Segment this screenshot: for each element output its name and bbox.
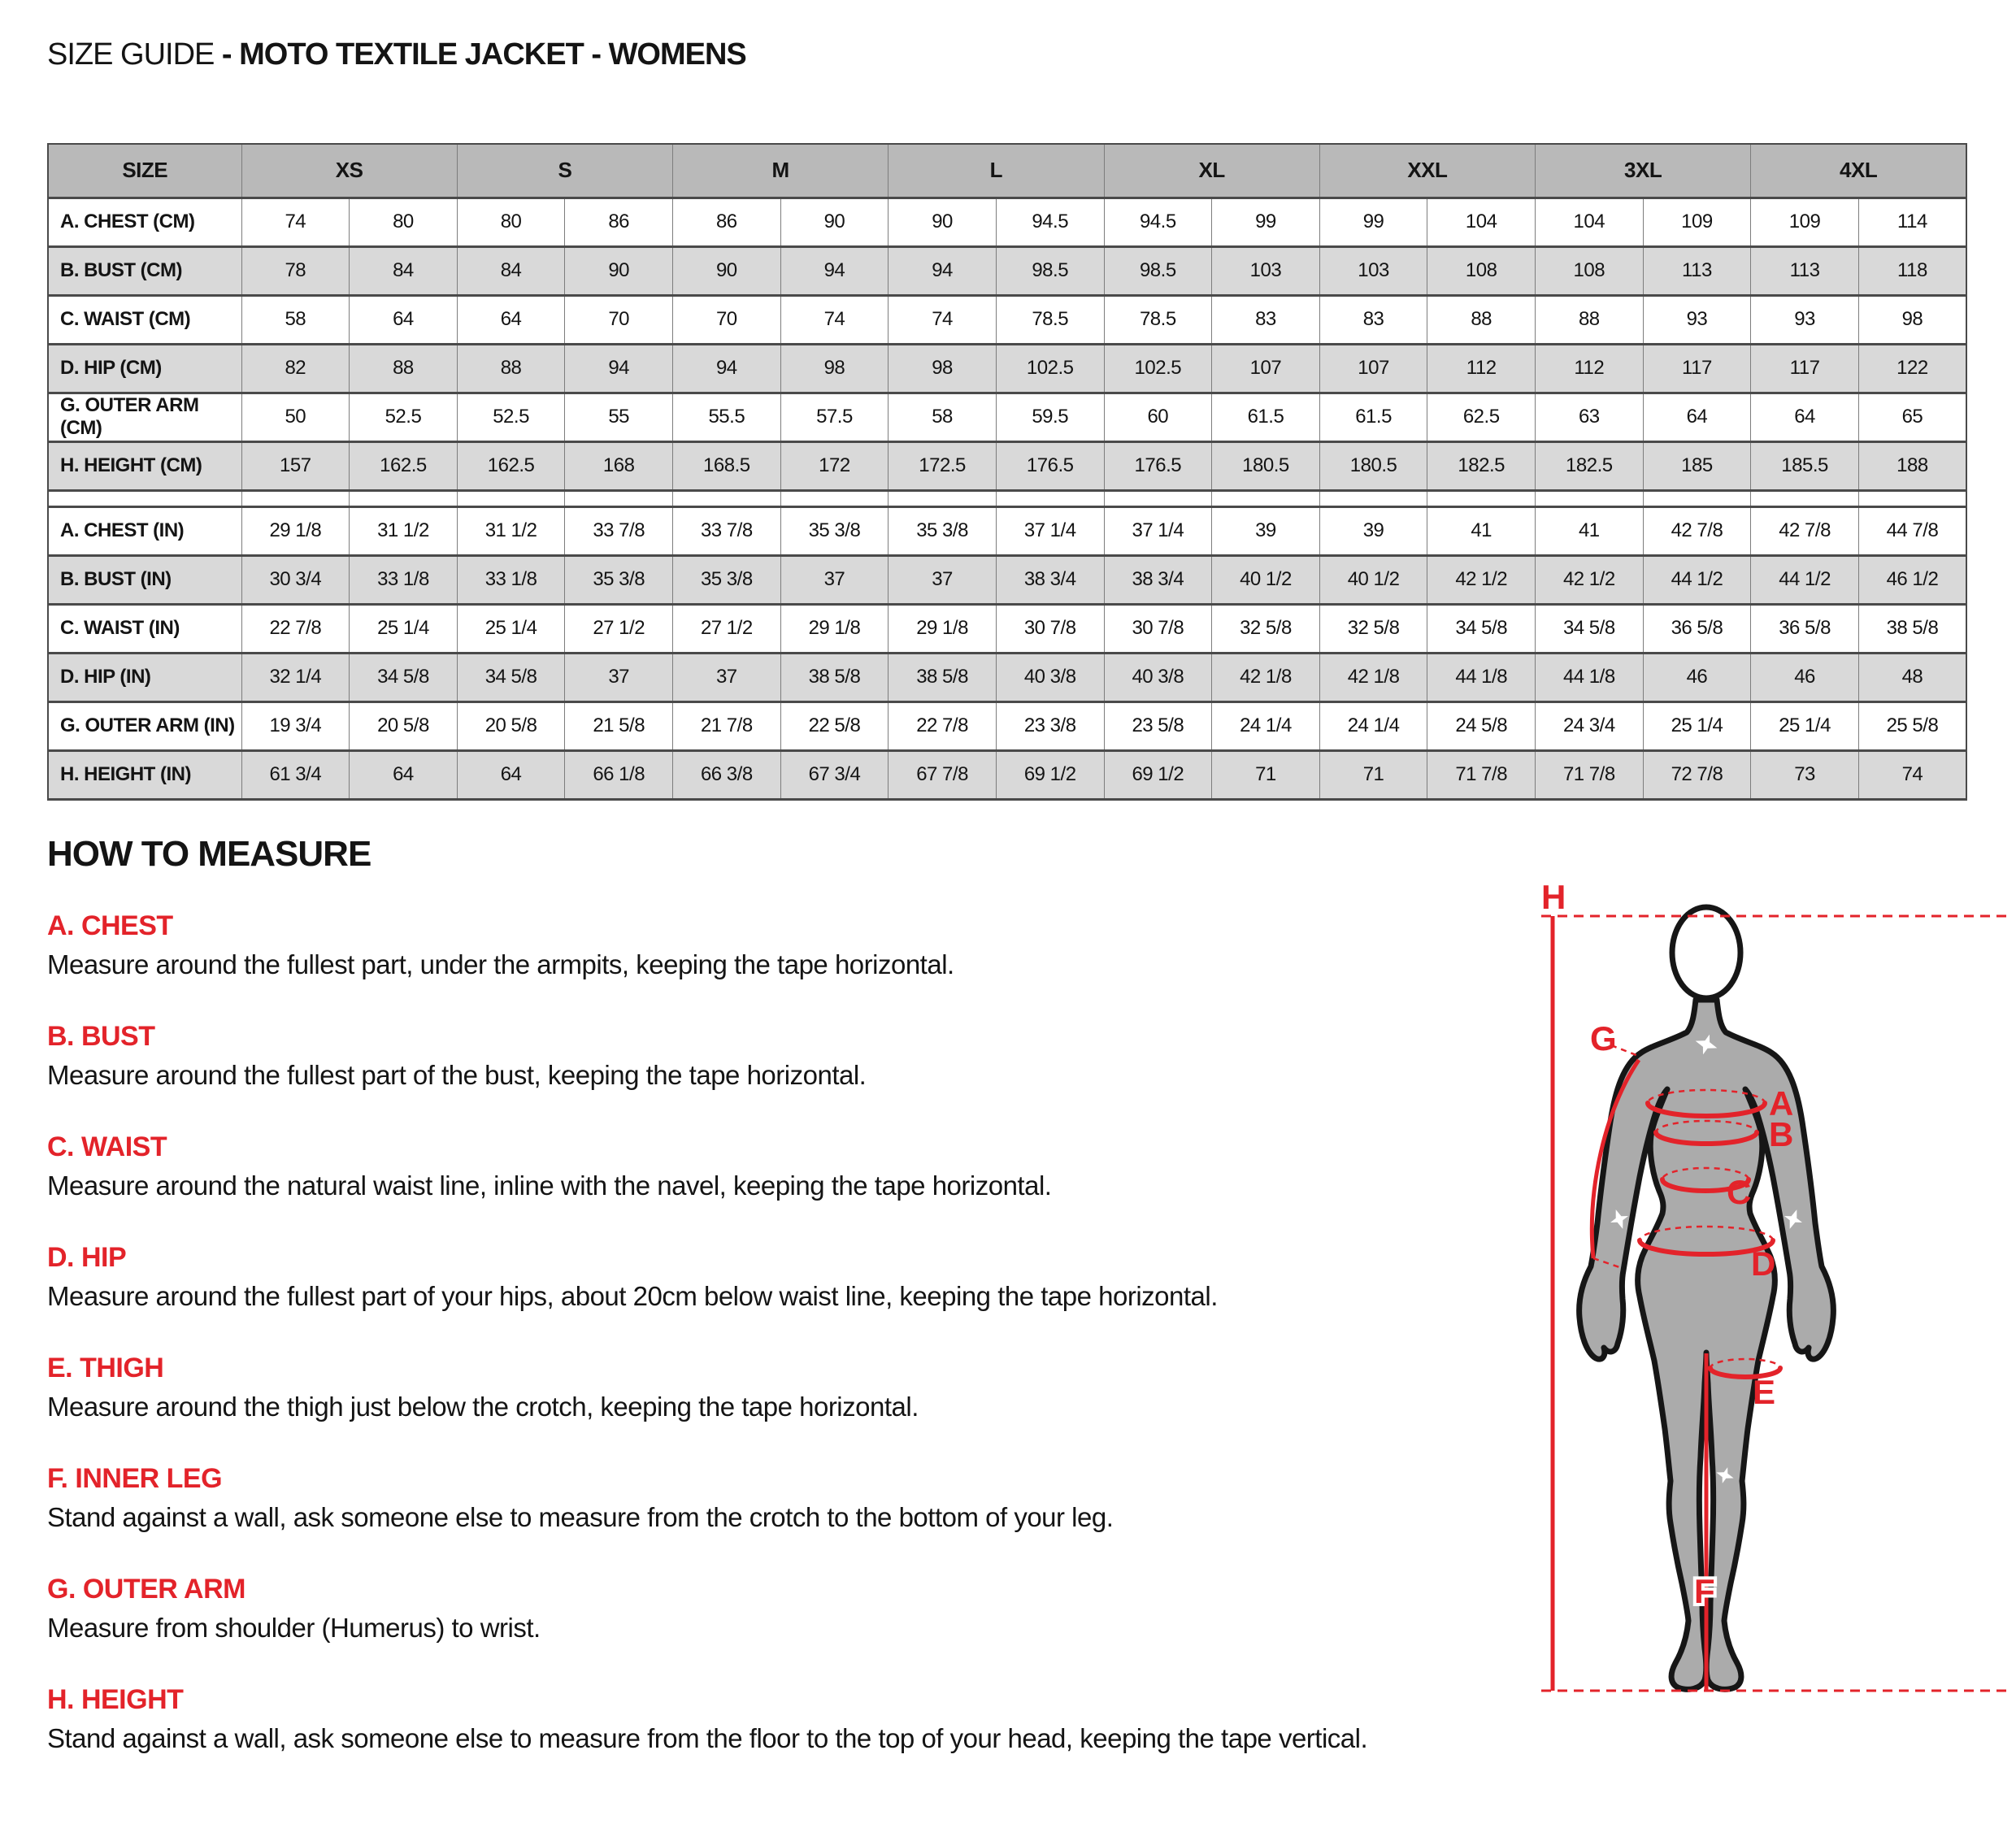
separator-cell — [565, 490, 673, 506]
size-value-cell: 112 — [1536, 344, 1644, 393]
size-value-cell: 23 3/8 — [996, 701, 1104, 750]
size-value-cell: 48 — [1858, 653, 1966, 701]
size-value-cell: 70 — [673, 295, 781, 344]
size-col-header: S — [457, 144, 672, 198]
size-value-cell: 122 — [1858, 344, 1966, 393]
size-value-cell: 62.5 — [1427, 393, 1536, 441]
size-value-cell: 32 1/4 — [241, 653, 350, 701]
measure-section — [47, 1574, 1486, 1644]
size-value-cell: 98 — [780, 344, 889, 393]
size-value-cell: 42 1/2 — [1536, 555, 1644, 604]
size-value-cell: 180.5 — [1212, 441, 1320, 490]
size-value-cell: 31 1/2 — [457, 506, 565, 555]
size-value-cell: 24 1/4 — [1212, 701, 1320, 750]
size-value-cell: 99 — [1319, 198, 1427, 246]
measure-section-description: Stand against a wall, ask someone else to measure from the floor to the top of your head, keeping the tape vertical. — [47, 1723, 1368, 1753]
size-col-header: M — [673, 144, 889, 198]
measure-section-description: Measure around the fullest part of the bust, keeping the tape horizontal. — [47, 1060, 867, 1090]
size-value-cell: 182.5 — [1427, 441, 1536, 490]
size-value-cell: 21 7/8 — [673, 701, 781, 750]
measure-section — [47, 1242, 1486, 1312]
size-value-cell: 20 5/8 — [350, 701, 458, 750]
size-value-cell: 69 1/2 — [996, 750, 1104, 799]
row-label: G. OUTER ARM (CM) — [48, 393, 241, 441]
row-label: B. BUST (IN) — [48, 555, 241, 604]
size-value-cell: 67 7/8 — [889, 750, 997, 799]
size-value-cell: 57.5 — [780, 393, 889, 441]
measure-section-heading: H. HEIGHT — [47, 1684, 184, 1715]
size-value-cell: 44 1/2 — [1751, 555, 1859, 604]
size-value-cell: 39 — [1212, 506, 1320, 555]
size-value-cell: 37 1/4 — [996, 506, 1104, 555]
size-value-cell: 42 1/2 — [1427, 555, 1536, 604]
size-value-cell: 41 — [1536, 506, 1644, 555]
size-value-cell: 185 — [1643, 441, 1751, 490]
measure-section-description: Measure around the fullest part of your hips, about 20cm below waist line, keeping the tape horizontal. — [47, 1281, 1218, 1311]
size-value-cell: 29 1/8 — [889, 604, 997, 653]
measure-section-description: Stand against a wall, ask someone else to measure from the crotch to the bottom of your leg. — [47, 1502, 1114, 1532]
figure-label-waist: C — [1727, 1173, 1752, 1211]
size-value-cell: 98.5 — [996, 246, 1104, 295]
size-value-cell: 52.5 — [457, 393, 565, 441]
unit-separator-row — [48, 490, 1966, 506]
size-value-cell: 71 — [1212, 750, 1320, 799]
separator-cell — [1536, 490, 1644, 506]
figure-label-outer-arm: G — [1590, 1019, 1617, 1057]
size-value-cell: 162.5 — [350, 441, 458, 490]
size-value-cell: 83 — [1319, 295, 1427, 344]
size-value-cell: 25 1/4 — [1751, 701, 1859, 750]
size-value-cell: 86 — [673, 198, 781, 246]
size-value-cell: 172.5 — [889, 441, 997, 490]
size-value-cell: 46 — [1643, 653, 1751, 701]
separator-cell — [673, 490, 781, 506]
size-table — [47, 143, 1967, 801]
measure-section — [47, 1021, 1486, 1091]
size-value-cell: 33 7/8 — [673, 506, 781, 555]
separator-cell — [780, 490, 889, 506]
size-value-cell: 98 — [889, 344, 997, 393]
figure-label-hip: D — [1751, 1244, 1776, 1283]
size-value-cell: 82 — [241, 344, 350, 393]
size-value-cell: 103 — [1212, 246, 1320, 295]
table-row — [48, 441, 1966, 490]
table-row — [48, 344, 1966, 393]
row-label: H. HEIGHT (CM) — [48, 441, 241, 490]
separator-cell — [457, 490, 565, 506]
size-value-cell: 99 — [1212, 198, 1320, 246]
size-value-cell: 40 1/2 — [1212, 555, 1320, 604]
size-value-cell: 74 — [1858, 750, 1966, 799]
size-value-cell: 40 3/8 — [1104, 653, 1212, 701]
separator-cell — [996, 490, 1104, 506]
size-value-cell: 29 1/8 — [241, 506, 350, 555]
size-value-cell: 44 1/8 — [1536, 653, 1644, 701]
size-value-cell: 35 3/8 — [565, 555, 673, 604]
size-value-cell: 104 — [1536, 198, 1644, 246]
size-value-cell: 38 5/8 — [1858, 604, 1966, 653]
size-value-cell: 35 3/8 — [889, 506, 997, 555]
separator-cell — [1427, 490, 1536, 506]
table-row — [48, 555, 1966, 604]
size-value-cell: 37 1/4 — [1104, 506, 1212, 555]
row-label: D. HIP (CM) — [48, 344, 241, 393]
size-value-cell: 73 — [1751, 750, 1859, 799]
size-value-cell: 108 — [1536, 246, 1644, 295]
size-value-cell: 84 — [457, 246, 565, 295]
row-label: A. CHEST (IN) — [48, 506, 241, 555]
size-value-cell: 42 1/8 — [1212, 653, 1320, 701]
size-value-cell: 64 — [1751, 393, 1859, 441]
measure-section — [47, 1684, 1486, 1754]
how-to-measure-heading: HOW TO MEASURE — [47, 834, 371, 874]
table-row — [48, 246, 1966, 295]
table-row — [48, 604, 1966, 653]
table-row — [48, 750, 1966, 799]
size-value-cell: 98.5 — [1104, 246, 1212, 295]
figure-label-bust: B — [1769, 1115, 1794, 1153]
measure-section-heading: B. BUST — [47, 1021, 155, 1052]
measure-section-heading: C. WAIST — [47, 1131, 167, 1162]
size-value-cell: 188 — [1858, 441, 1966, 490]
size-value-cell: 109 — [1751, 198, 1859, 246]
size-value-cell: 63 — [1536, 393, 1644, 441]
size-value-cell: 23 5/8 — [1104, 701, 1212, 750]
size-value-cell: 93 — [1751, 295, 1859, 344]
row-label: D. HIP (IN) — [48, 653, 241, 701]
size-value-cell: 107 — [1212, 344, 1320, 393]
separator-cell — [1212, 490, 1320, 506]
size-value-cell: 30 7/8 — [1104, 604, 1212, 653]
figure-label-thigh: E — [1753, 1373, 1776, 1411]
size-value-cell: 88 — [350, 344, 458, 393]
size-value-cell: 65 — [1858, 393, 1966, 441]
size-value-cell: 60 — [1104, 393, 1212, 441]
measure-section — [47, 1353, 1486, 1422]
size-value-cell: 90 — [673, 246, 781, 295]
measure-section-heading: E. THIGH — [47, 1353, 164, 1383]
measure-section-heading: F. INNER LEG — [47, 1463, 223, 1494]
size-value-cell: 74 — [241, 198, 350, 246]
size-value-cell: 98 — [1858, 295, 1966, 344]
size-value-cell: 182.5 — [1536, 441, 1644, 490]
size-value-cell: 83 — [1212, 295, 1320, 344]
size-value-cell: 40 1/2 — [1319, 555, 1427, 604]
measure-sections — [47, 910, 1486, 1795]
size-header-row — [48, 144, 1966, 198]
size-value-cell: 80 — [350, 198, 458, 246]
size-value-cell: 61.5 — [1212, 393, 1320, 441]
figure-head — [1672, 907, 1740, 998]
size-value-cell: 32 5/8 — [1212, 604, 1320, 653]
size-value-cell: 90 — [889, 198, 997, 246]
size-value-cell: 69 1/2 — [1104, 750, 1212, 799]
size-value-cell: 27 1/2 — [565, 604, 673, 653]
size-value-cell: 31 1/2 — [350, 506, 458, 555]
size-value-cell: 50 — [241, 393, 350, 441]
size-value-cell: 33 1/8 — [457, 555, 565, 604]
table-row — [48, 506, 1966, 555]
page-title — [47, 37, 746, 72]
row-label: C. WAIST (CM) — [48, 295, 241, 344]
size-value-cell: 117 — [1643, 344, 1751, 393]
size-value-cell: 71 7/8 — [1427, 750, 1536, 799]
row-label: C. WAIST (IN) — [48, 604, 241, 653]
size-value-cell: 64 — [350, 750, 458, 799]
size-value-cell: 61.5 — [1319, 393, 1427, 441]
size-value-cell: 94 — [565, 344, 673, 393]
size-value-cell: 93 — [1643, 295, 1751, 344]
size-value-cell: 168 — [565, 441, 673, 490]
table-row — [48, 295, 1966, 344]
size-value-cell: 64 — [457, 750, 565, 799]
row-label: B. BUST (CM) — [48, 246, 241, 295]
size-col-header: XXL — [1319, 144, 1535, 198]
separator-cell — [1319, 490, 1427, 506]
size-value-cell: 32 5/8 — [1319, 604, 1427, 653]
size-table-corner: SIZE — [48, 144, 241, 198]
size-value-cell: 34 5/8 — [1536, 604, 1644, 653]
size-value-cell: 162.5 — [457, 441, 565, 490]
measurement-figure — [1520, 878, 2016, 1707]
size-col-header: XS — [241, 144, 457, 198]
size-value-cell: 80 — [457, 198, 565, 246]
size-value-cell: 19 3/4 — [241, 701, 350, 750]
table-row — [48, 701, 1966, 750]
table-row — [48, 393, 1966, 441]
size-value-cell: 72 7/8 — [1643, 750, 1751, 799]
size-value-cell: 33 7/8 — [565, 506, 673, 555]
size-col-header: 3XL — [1536, 144, 1751, 198]
size-value-cell: 46 1/2 — [1858, 555, 1966, 604]
separator-cell — [350, 490, 458, 506]
size-value-cell: 157 — [241, 441, 350, 490]
separator-cell — [241, 490, 350, 506]
measure-section-description: Measure around the natural waist line, inline with the navel, keeping the tape horizontal. — [47, 1170, 1052, 1201]
size-value-cell: 34 5/8 — [350, 653, 458, 701]
size-value-cell: 24 3/4 — [1536, 701, 1644, 750]
size-value-cell: 37 — [780, 555, 889, 604]
size-value-cell: 20 5/8 — [457, 701, 565, 750]
size-value-cell: 94 — [889, 246, 997, 295]
measure-section-heading: G. OUTER ARM — [47, 1574, 245, 1605]
size-value-cell: 42 1/8 — [1319, 653, 1427, 701]
size-value-cell: 40 3/8 — [996, 653, 1104, 701]
size-value-cell: 117 — [1751, 344, 1859, 393]
title-prefix: SIZE GUIDE — [47, 37, 222, 72]
size-value-cell: 29 1/8 — [780, 604, 889, 653]
figure-label-chest: A — [1769, 1084, 1794, 1123]
size-value-cell: 71 7/8 — [1536, 750, 1644, 799]
size-value-cell: 64 — [350, 295, 458, 344]
size-value-cell: 180.5 — [1319, 441, 1427, 490]
size-value-cell: 107 — [1319, 344, 1427, 393]
figure-label-inner-leg: F — [1694, 1572, 1715, 1610]
size-value-cell: 67 3/4 — [780, 750, 889, 799]
size-value-cell: 94 — [780, 246, 889, 295]
size-value-cell: 22 7/8 — [889, 701, 997, 750]
measure-section-description: Measure around the thigh just below the crotch, keeping the tape horizontal. — [47, 1392, 919, 1422]
size-value-cell: 30 3/4 — [241, 555, 350, 604]
size-value-cell: 103 — [1319, 246, 1427, 295]
size-value-cell: 38 5/8 — [780, 653, 889, 701]
size-value-cell: 39 — [1319, 506, 1427, 555]
size-value-cell: 25 1/4 — [1643, 701, 1751, 750]
size-value-cell: 46 — [1751, 653, 1859, 701]
size-value-cell: 114 — [1858, 198, 1966, 246]
size-value-cell: 176.5 — [996, 441, 1104, 490]
size-value-cell: 22 7/8 — [241, 604, 350, 653]
measure-section-description: Measure from shoulder (Humerus) to wrist. — [47, 1613, 541, 1643]
size-value-cell: 41 — [1427, 506, 1536, 555]
separator-cell — [48, 490, 241, 506]
figure-label-height: H — [1541, 878, 1566, 916]
size-value-cell: 185.5 — [1751, 441, 1859, 490]
size-value-cell: 35 3/8 — [780, 506, 889, 555]
size-value-cell: 42 7/8 — [1643, 506, 1751, 555]
size-value-cell: 52.5 — [350, 393, 458, 441]
size-value-cell: 70 — [565, 295, 673, 344]
size-value-cell: 35 3/8 — [673, 555, 781, 604]
size-value-cell: 37 — [673, 653, 781, 701]
row-label: H. HEIGHT (IN) — [48, 750, 241, 799]
measure-section-description: Measure around the fullest part, under the armpits, keeping the tape horizontal. — [47, 949, 954, 979]
size-value-cell: 71 — [1319, 750, 1427, 799]
size-value-cell: 74 — [780, 295, 889, 344]
size-value-cell: 66 1/8 — [565, 750, 673, 799]
size-value-cell: 88 — [457, 344, 565, 393]
size-value-cell: 38 3/4 — [1104, 555, 1212, 604]
size-value-cell: 37 — [889, 555, 997, 604]
separator-cell — [1858, 490, 1966, 506]
separator-cell — [1643, 490, 1751, 506]
size-value-cell: 55.5 — [673, 393, 781, 441]
size-value-cell: 104 — [1427, 198, 1536, 246]
measure-section — [47, 1131, 1486, 1201]
size-col-header: 4XL — [1751, 144, 1966, 198]
size-value-cell: 58 — [241, 295, 350, 344]
size-value-cell: 38 5/8 — [889, 653, 997, 701]
size-value-cell: 64 — [457, 295, 565, 344]
size-value-cell: 34 5/8 — [1427, 604, 1536, 653]
size-value-cell: 118 — [1858, 246, 1966, 295]
size-value-cell: 84 — [350, 246, 458, 295]
size-value-cell: 86 — [565, 198, 673, 246]
size-value-cell: 66 3/8 — [673, 750, 781, 799]
separator-cell — [889, 490, 997, 506]
row-label: G. OUTER ARM (IN) — [48, 701, 241, 750]
size-value-cell: 44 1/2 — [1643, 555, 1751, 604]
table-row — [48, 198, 1966, 246]
size-value-cell: 78 — [241, 246, 350, 295]
size-value-cell: 78.5 — [1104, 295, 1212, 344]
size-value-cell: 25 1/4 — [457, 604, 565, 653]
size-value-cell: 55 — [565, 393, 673, 441]
size-value-cell: 113 — [1751, 246, 1859, 295]
size-value-cell: 38 3/4 — [996, 555, 1104, 604]
size-value-cell: 90 — [780, 198, 889, 246]
size-value-cell: 30 7/8 — [996, 604, 1104, 653]
size-value-cell: 176.5 — [1104, 441, 1212, 490]
size-col-header: L — [889, 144, 1104, 198]
size-value-cell: 36 5/8 — [1643, 604, 1751, 653]
measure-section-heading: D. HIP — [47, 1242, 127, 1273]
size-value-cell: 44 7/8 — [1858, 506, 1966, 555]
size-value-cell: 108 — [1427, 246, 1536, 295]
size-table-body — [48, 198, 1966, 799]
measure-section — [47, 910, 1486, 980]
size-value-cell: 78.5 — [996, 295, 1104, 344]
title-product: - MOTO TEXTILE JACKET - WOMENS — [221, 37, 746, 72]
size-value-cell: 113 — [1643, 246, 1751, 295]
size-col-header: XL — [1104, 144, 1319, 198]
size-table-head — [48, 144, 1966, 198]
size-value-cell: 94.5 — [996, 198, 1104, 246]
size-value-cell: 22 5/8 — [780, 701, 889, 750]
size-value-cell: 172 — [780, 441, 889, 490]
table-row — [48, 653, 1966, 701]
size-value-cell: 94.5 — [1104, 198, 1212, 246]
measure-section-heading: A. CHEST — [47, 910, 173, 941]
size-value-cell: 42 7/8 — [1751, 506, 1859, 555]
size-value-cell: 21 5/8 — [565, 701, 673, 750]
body-diagram — [1520, 878, 2016, 1707]
size-value-cell: 90 — [565, 246, 673, 295]
size-value-cell: 102.5 — [1104, 344, 1212, 393]
size-value-cell: 24 1/4 — [1319, 701, 1427, 750]
size-value-cell: 36 5/8 — [1751, 604, 1859, 653]
size-value-cell: 44 1/8 — [1427, 653, 1536, 701]
row-label: A. CHEST (CM) — [48, 198, 241, 246]
size-value-cell: 34 5/8 — [457, 653, 565, 701]
separator-cell — [1104, 490, 1212, 506]
size-value-cell: 88 — [1536, 295, 1644, 344]
size-value-cell: 24 5/8 — [1427, 701, 1536, 750]
size-value-cell: 27 1/2 — [673, 604, 781, 653]
measure-section — [47, 1463, 1486, 1533]
size-value-cell: 25 1/4 — [350, 604, 458, 653]
size-value-cell: 94 — [673, 344, 781, 393]
size-value-cell: 25 5/8 — [1858, 701, 1966, 750]
size-value-cell: 109 — [1643, 198, 1751, 246]
size-value-cell: 37 — [565, 653, 673, 701]
size-value-cell: 33 1/8 — [350, 555, 458, 604]
size-value-cell: 61 3/4 — [241, 750, 350, 799]
size-value-cell: 74 — [889, 295, 997, 344]
size-value-cell: 58 — [889, 393, 997, 441]
size-value-cell: 112 — [1427, 344, 1536, 393]
size-value-cell: 88 — [1427, 295, 1536, 344]
size-value-cell: 168.5 — [673, 441, 781, 490]
size-value-cell: 64 — [1643, 393, 1751, 441]
size-value-cell: 102.5 — [996, 344, 1104, 393]
separator-cell — [1751, 490, 1859, 506]
size-value-cell: 59.5 — [996, 393, 1104, 441]
